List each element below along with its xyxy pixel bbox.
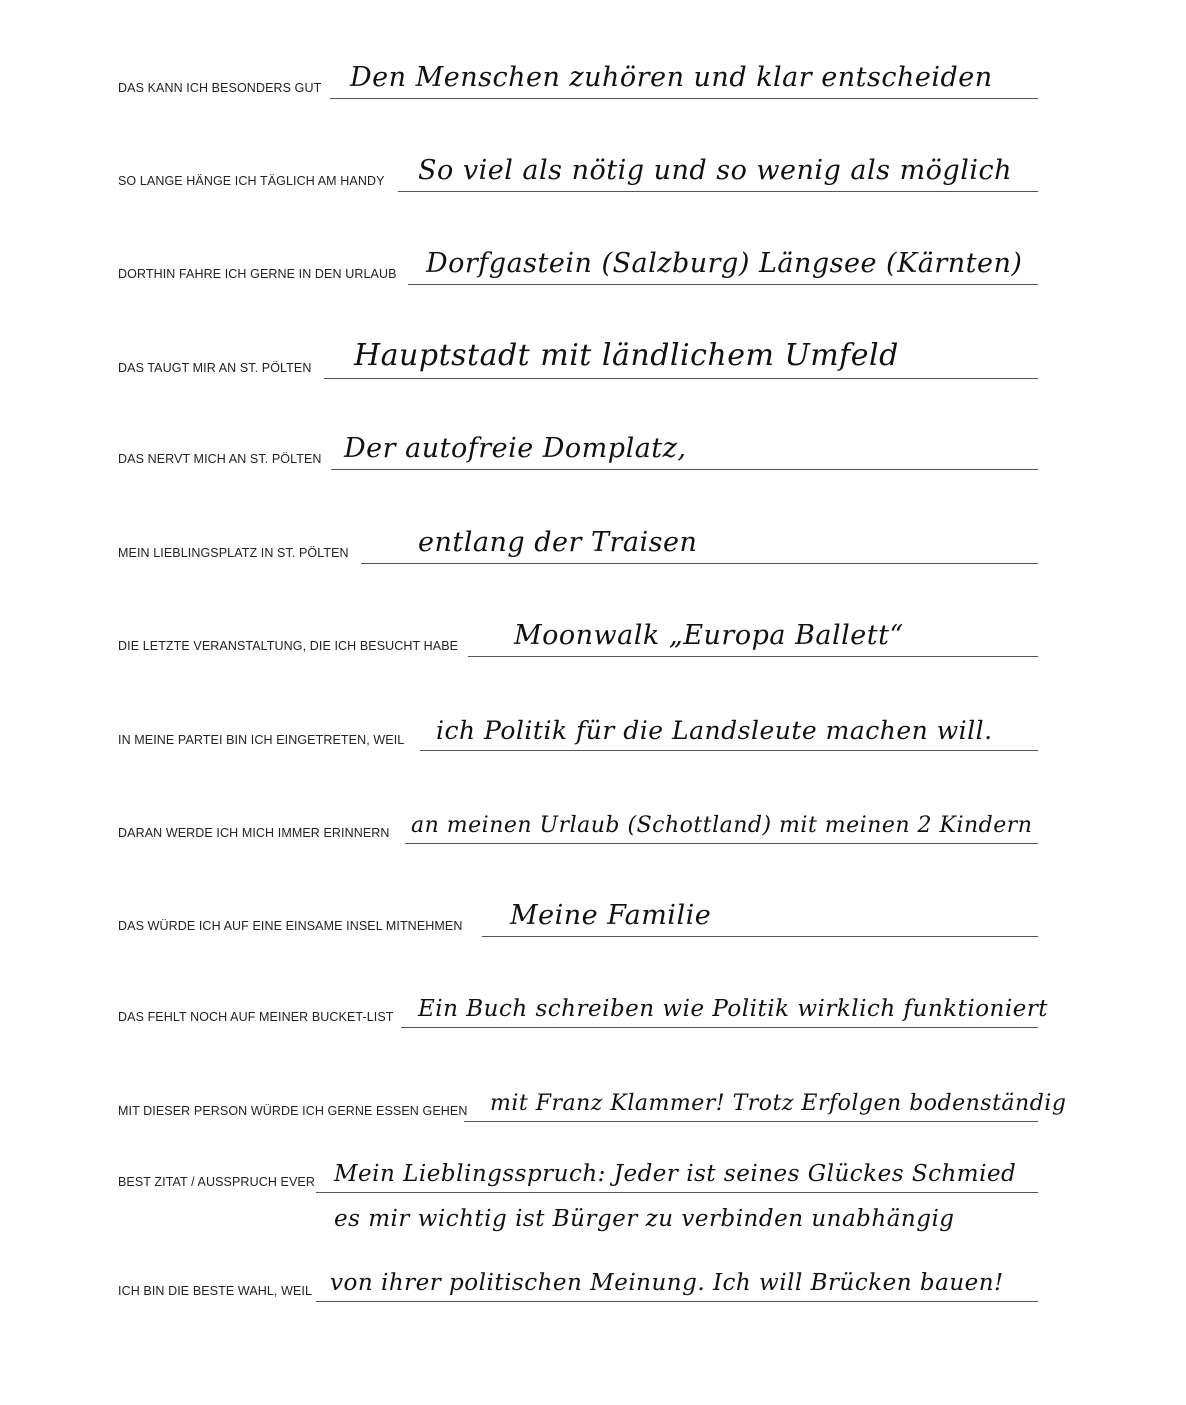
question-label: DARAN WERDE ICH MICH IMMER ERINNERN (118, 826, 390, 840)
handwritten-answer: Den Menschen zuhören und klar entscheiden (350, 62, 993, 93)
handwritten-answer: von ihrer politischen Meinung. Ich will Brücken bauen! (330, 1270, 1004, 1296)
handwritten-answer: Dorfgastein (Salzburg) Längsee (Kärnten) (426, 248, 1023, 279)
form-row (118, 152, 1038, 192)
handwritten-answer: Der autofreie Domplatz, (344, 433, 687, 464)
answer-line (316, 1192, 1038, 1193)
question-label: MIT DIESER PERSON WÜRDE ICH GERNE ESSEN GEHEN (118, 1104, 468, 1118)
question-label: DAS KANN ICH BESONDERS GUT (118, 81, 322, 95)
handwritten-answer: entlang der Traisen (418, 527, 698, 558)
question-label: DIE LETZTE VERANSTALTUNG, DIE ICH BESUCHT HABE (118, 639, 459, 653)
form-row (118, 711, 1038, 751)
answer-line (361, 563, 1038, 564)
handwritten-answer: Ein Buch schreiben wie Politik wirklich funktioniert (418, 996, 1049, 1022)
handwritten-answer-continued: es mir wichtig ist Bürger zu verbinden unabhängig (334, 1206, 955, 1232)
answer-line (420, 750, 1038, 751)
answer-line (401, 1027, 1038, 1028)
question-label: DAS TAUGT MIR AN ST. PÖLTEN (118, 361, 312, 375)
form-row (118, 430, 1038, 470)
question-label: DORTHIN FAHRE ICH GERNE IN DEN URLAUB (118, 267, 397, 281)
handwritten-answer: ich Politik für die Landsleute machen will. (436, 716, 993, 745)
question-label: ICH BIN DIE BESTE WAHL, WEIL (118, 1284, 313, 1298)
question-label: DAS WÜRDE ICH AUF EINE EINSAME INSEL MITNEHMEN (118, 919, 463, 933)
question-label: IN MEINE PARTEI BIN ICH EINGETRETEN, WEIL (118, 733, 405, 747)
question-label: DAS NERVT MICH AN ST. PÖLTEN (118, 452, 322, 466)
handwritten-answer: Hauptstadt mit ländlichem Umfeld (354, 338, 899, 373)
answer-line (316, 1301, 1038, 1302)
handwritten-answer: Meine Familie (510, 900, 712, 931)
form-row (118, 1153, 1038, 1193)
question-label: MEIN LIEBLINGSPLATZ IN ST. PÖLTEN (118, 546, 349, 560)
answer-line (464, 1121, 1038, 1122)
answer-line (330, 98, 1038, 99)
handwritten-answer: Mein Lieblingsspruch: Jeder ist seines Glückes Schmied (334, 1161, 1017, 1187)
form-row (118, 339, 1038, 379)
answer-line (405, 843, 1038, 844)
form-row (118, 1262, 1038, 1302)
form-row (118, 617, 1038, 657)
handwritten-answer: So viel als nötig und so wenig als möglich (418, 155, 1012, 186)
question-label: SO LANGE HÄNGE ICH TÄGLICH AM HANDY (118, 174, 385, 188)
answer-line (408, 284, 1038, 285)
answer-line (398, 191, 1038, 192)
answer-line (468, 656, 1038, 657)
handwritten-answer: Moonwalk „Europa Ballett“ (514, 620, 904, 651)
answer-line (482, 936, 1038, 937)
form-row (118, 524, 1038, 564)
form-row (118, 1082, 1067, 1122)
question-label: BEST ZITAT / AUSSPRUCH EVER (118, 1175, 315, 1189)
answer-line (331, 469, 1038, 470)
handwritten-answer: mit Franz Klammer! Trotz Erfolgen bodenständig (490, 1091, 1067, 1116)
form-row (118, 897, 1038, 937)
question-label: DAS FEHLT NOCH AUF MEINER BUCKET-LIST (118, 1010, 394, 1024)
form-row (118, 988, 1049, 1028)
handwritten-answer: an meinen Urlaub (Schottland) mit meinen 2 Kindern (411, 813, 1033, 838)
form-row (118, 1200, 1038, 1234)
form-row (118, 804, 1038, 844)
form-row (118, 59, 1038, 99)
form-row (118, 245, 1038, 285)
answer-line (324, 378, 1038, 379)
